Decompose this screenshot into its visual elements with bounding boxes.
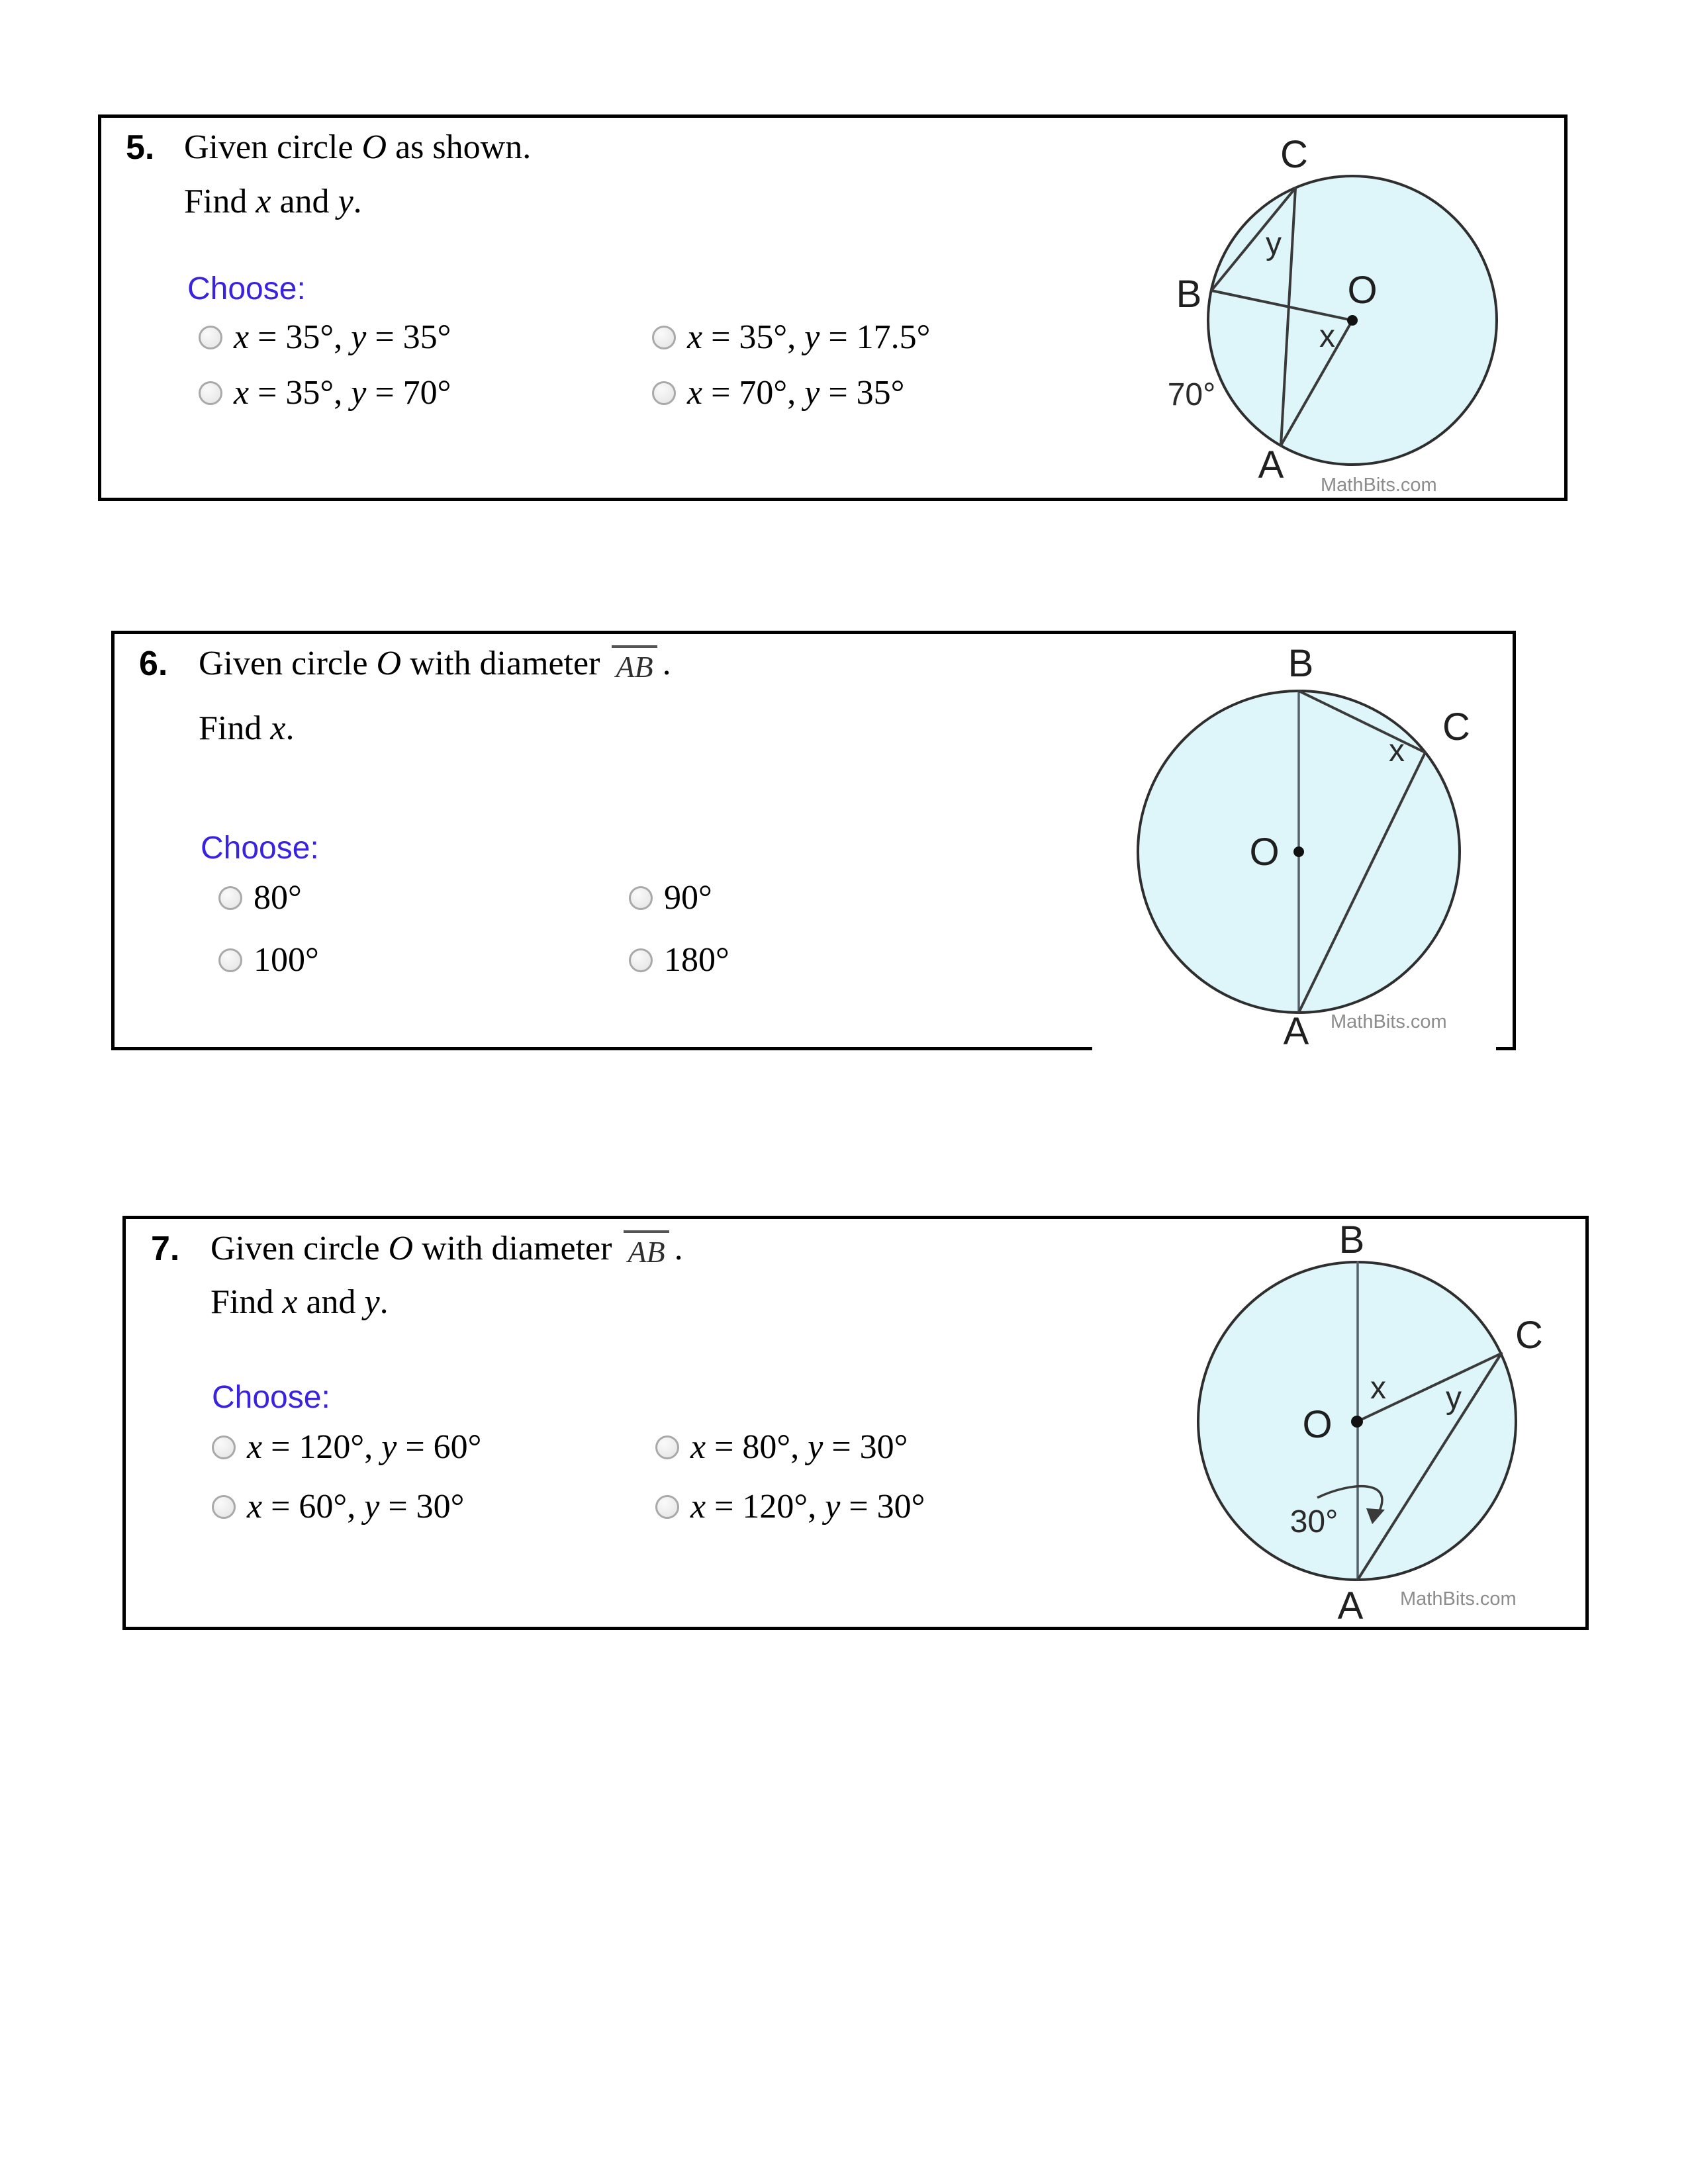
answer-option-label: x = 35°, y = 70° [234,374,451,412]
answer-option-label: x = 70°, y = 35° [687,374,905,412]
point-b-label: B [1338,1218,1365,1261]
choose-label: Choose: [201,831,319,866]
diameter-ab-label: AB [612,645,657,684]
radio-button[interactable] [199,326,222,349]
radio-button[interactable] [655,1435,679,1459]
answer-option[interactable] [199,316,652,359]
answer-option-label: 90° [664,879,712,917]
choose-label: Choose: [187,271,306,306]
answer-option-label: x = 80°, y = 30° [690,1428,908,1466]
radio-button[interactable] [652,326,676,349]
mathbits-watermark: MathBits.com [1400,1588,1517,1610]
question-7-box [122,1216,1589,1630]
point-b-label: B [1176,273,1202,316]
radio-button[interactable] [199,381,222,405]
answer-option-label: x = 120°, y = 30° [690,1488,925,1525]
angle-x-label: x [1370,1371,1386,1406]
answer-option[interactable] [218,877,629,919]
point-c-label: C [1280,133,1308,176]
point-a-label: A [1283,1010,1309,1053]
prompt-text: Given circle O with diameter [199,645,600,682]
center-o-label: O [1302,1403,1333,1446]
question-prompt-line2: Find x. [199,709,295,747]
diameter-ab-label: AB [624,1230,669,1269]
given-angle-label: 70° [1167,377,1216,412]
answer-option[interactable] [652,372,930,414]
point-b-label: B [1288,642,1314,685]
angle-y-label: y [1266,226,1282,261]
question-prompt-line2: Find x and y. [211,1283,389,1321]
question-prompt-line1 [211,1228,683,1269]
question-prompt-line2: Find x and y. [184,183,362,220]
answer-option[interactable] [652,316,930,359]
point-a-label: A [1337,1584,1364,1627]
question-number: 5. [126,128,155,167]
answer-options [199,316,930,414]
center-dot [1347,315,1358,326]
answer-option-label: x = 60°, y = 30° [247,1488,465,1525]
question-6-box [111,631,1516,1053]
answer-option[interactable] [199,372,652,414]
answer-option[interactable] [212,1486,655,1528]
answer-option[interactable] [212,1426,655,1469]
point-c-label: C [1442,705,1470,749]
answer-option-label: x = 35°, y = 17.5° [687,318,931,356]
angle-y-label: y [1446,1381,1462,1416]
prompt-text: Given circle O with diameter [211,1230,612,1267]
center-o-label: O [1347,269,1378,312]
answer-option[interactable] [629,939,729,981]
question-number: 6. [139,645,168,683]
center-o-label: O [1249,831,1280,874]
answer-option-label: 100° [254,941,319,979]
answer-option-label: 80° [254,879,302,917]
angle-x-label: x [1319,319,1335,354]
answer-option[interactable] [218,939,629,981]
question-number: 7. [151,1230,180,1268]
circle-diagram [1152,1218,1582,1627]
prompt-period: . [674,1230,683,1267]
radio-button[interactable] [652,381,676,405]
circle-diagram [1092,635,1496,1056]
center-dot [1351,1416,1363,1428]
answer-option-label: 180° [664,941,729,979]
given-angle-label: 30° [1289,1504,1338,1539]
choose-label: Choose: [212,1380,330,1415]
radio-button[interactable] [218,948,242,972]
answer-options [212,1426,925,1528]
mathbits-watermark: MathBits.com [1331,1011,1447,1032]
radio-button[interactable] [655,1495,679,1519]
radio-button[interactable] [629,886,653,910]
point-c-label: C [1515,1314,1543,1357]
radio-button[interactable] [218,886,242,910]
answer-options [218,877,729,981]
answer-option[interactable] [629,877,729,919]
radio-button[interactable] [629,948,653,972]
mathbits-watermark: MathBits.com [1321,475,1437,496]
angle-x-label: x [1389,733,1405,768]
answer-option[interactable] [655,1486,925,1528]
answer-option-label: x = 35°, y = 35° [234,318,451,356]
question-prompt-line1: Given circle O as shown. [184,128,532,166]
prompt-period: . [662,645,671,682]
question-5-box [98,114,1568,501]
point-a-label: A [1258,443,1284,486]
center-dot [1293,846,1304,857]
radio-button[interactable] [212,1495,236,1519]
answer-option-label: x = 120°, y = 60° [247,1428,482,1466]
answer-option[interactable] [655,1426,925,1469]
circle-diagram [1145,123,1556,500]
question-prompt-line1 [199,643,671,684]
radio-button[interactable] [212,1435,236,1459]
